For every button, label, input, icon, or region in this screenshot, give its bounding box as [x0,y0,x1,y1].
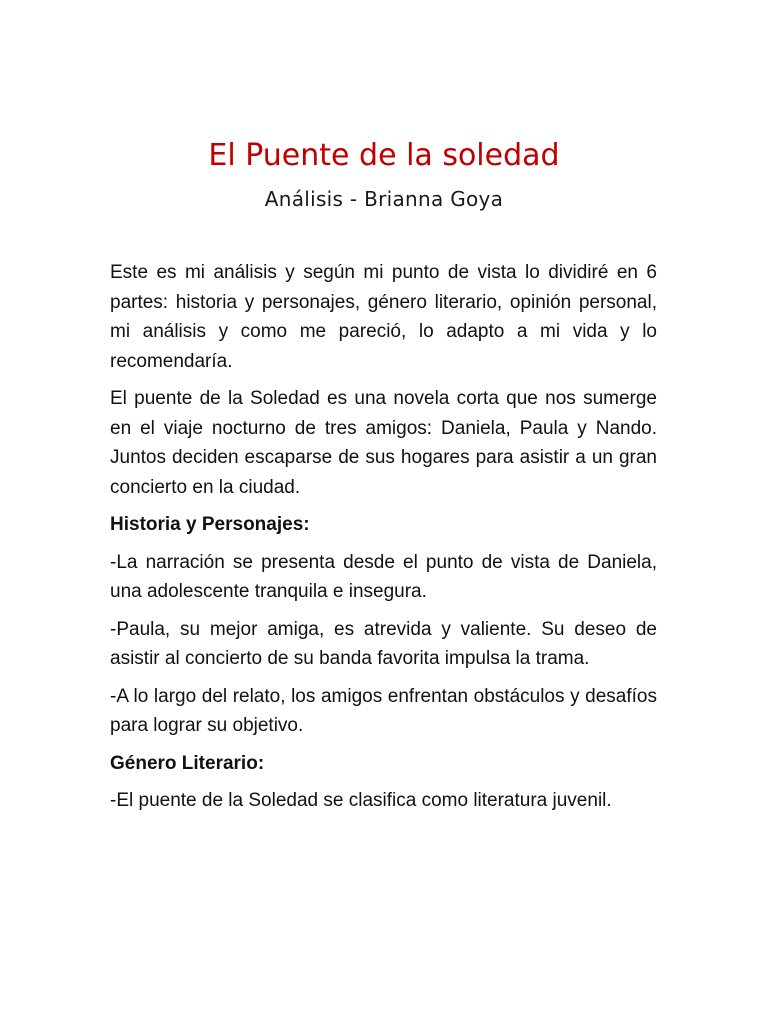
summary-paragraph: El puente de la Soledad es una novela corta que nos sumerge en el viaje nocturno de tres amigos: Daniela, Paula y Nando. Juntos deciden escaparse de sus hogares para asistir a un gran concierto en la ciudad. [110,388,657,498]
document-body [110,258,657,824]
genero-item: -El puente de la Soledad se clasifica como literatura juvenil. [110,790,612,811]
document-subtitle: Análisis - Brianna Goya [264,187,504,211]
document-title: El Puente de la soledad [208,138,560,173]
section-heading-historia: Historia y Personajes: [110,514,310,535]
intro-paragraph: Este es mi análisis y según mi punto de vista lo dividiré en 6 partes: historia y personajes, género literario, opinión personal, mi análisis y como me pareció, lo adapto a mi vida y lo recomendaría. [110,262,657,372]
historia-item: -La narración se presenta desde el punto de vista de Daniela, una adolescente tranquila e insegura. [110,551,657,602]
historia-item: -Paula, su mejor amiga, es atrevida y valiente. Su deseo de asistir al concierto de su banda favorita impulsa la trama. [110,618,657,669]
section-heading-genero: Género Literario: [110,752,265,774]
historia-item: -A lo largo del relato, los amigos enfrentan obstáculos y desafíos para lograr su objetivo. [110,685,657,736]
